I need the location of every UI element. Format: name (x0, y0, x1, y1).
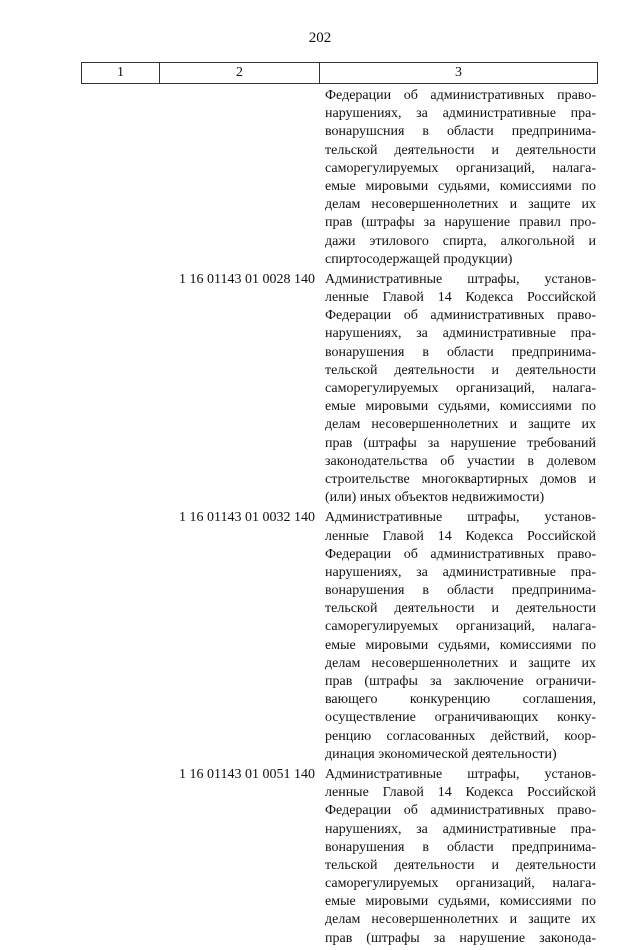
description-line: Административные штрафы, установ- (325, 766, 596, 782)
table-row (81, 766, 598, 948)
description-line: Федерации об административных право- (325, 546, 596, 562)
table-header-row (81, 62, 598, 84)
header-col-1: 1 (82, 63, 160, 83)
description-line: вонарушения в области предпринима- (325, 583, 596, 599)
description-line: нарушениях, за административные пра- (325, 326, 596, 342)
description-line: вонарушсния в области предпринима- (325, 124, 596, 140)
description-line: законодательства об участии в долевом (325, 453, 596, 469)
description-line: тельской деятельности и деятельности (325, 142, 596, 158)
table-row (81, 509, 598, 764)
description-line: нарушениях, за административные пра- (325, 821, 596, 837)
description-line: дажи этилового спирта, алкогольной и (325, 233, 596, 249)
description-line: вонарушения в области предпринима- (325, 839, 596, 855)
page-number: 202 (308, 30, 332, 46)
description-line: Административные штрафы, установ- (325, 271, 596, 287)
description-line: ленные Главой 14 Кодекса Российской (325, 528, 596, 544)
description-line: делам несовершеннолетних и защите их (325, 417, 596, 433)
description-line: емые мировыми судьями, комиссиями по (325, 178, 596, 194)
description-line: спиртосодержащей продукции) (325, 251, 513, 267)
table-row (81, 87, 598, 269)
description-line: прав (штрафы за нарушение правил про- (325, 215, 596, 231)
header-col-3: 3 (455, 65, 462, 80)
description-line: делам несовершеннолетних и защите их (325, 197, 596, 213)
description-line: саморегулируемых организаций, налага- (325, 619, 596, 635)
description-line: строительстве многоквартирных домов и (325, 471, 596, 487)
description-line: Административные штрафы, установ- (325, 510, 596, 526)
description-line: Федерации об административных право- (325, 308, 596, 324)
description-line: нарушениях, за административные пра- (325, 564, 596, 580)
header-col-2: 2 (160, 63, 320, 83)
description-line: нарушениях, за административные пра- (325, 106, 596, 122)
description-line: тельской деятельности и деятельности (325, 857, 596, 873)
row-description (325, 87, 596, 269)
description-line: прав (штрафы за заключение ограничи- (325, 674, 596, 689)
description-line: саморегулируемых организаций, налага- (325, 381, 596, 396)
row-description (325, 271, 596, 507)
description-line: емые мировыми судьями, комиссиями по (325, 637, 596, 653)
description-line: емые мировыми судьями, комиссиями по (325, 894, 596, 910)
description-line: вонарушения в области предпринима- (325, 344, 596, 360)
description-line: вающего конкуренцию соглашения, (325, 692, 596, 708)
table-body (81, 87, 598, 950)
description-line: саморегулируемых организаций, налага- (325, 160, 596, 176)
description-line: ленные Главой 14 Кодекса Российской (325, 785, 596, 801)
row-code: 1 16 01143 01 0051 140 (179, 766, 315, 782)
table-row (81, 271, 598, 507)
description-line: Федерации об административных право- (325, 803, 596, 819)
description-line: динация экономической деятельности) (325, 746, 557, 762)
row-description (325, 766, 596, 948)
description-line: делам несовершеннолетних и защите их (325, 655, 596, 671)
description-line: (или) иных объектов недвижимости) (325, 490, 545, 506)
description-line: прав (штрафы за нарушение законода- (325, 930, 596, 946)
description-line: осуществление ограничивающих конку- (325, 710, 596, 726)
description-line: Федерации об административных право- (325, 88, 596, 103)
description-line: ренцию согласованных действий, коор- (325, 728, 596, 744)
row-code: 1 16 01143 01 0028 140 (179, 271, 315, 287)
description-line: емые мировыми судьями, комиссиями по (325, 399, 596, 415)
row-description (325, 509, 596, 764)
description-line: прав (штрафы за нарушение требований (325, 435, 596, 451)
description-line: делам несовершеннолетних и защите их (325, 912, 596, 928)
description-line: тельской деятельности и деятельности (325, 601, 596, 617)
row-code (81, 87, 319, 269)
description-line: тельской деятельности и деятельности (325, 362, 596, 378)
description-line: саморегулируемых организаций, налага- (325, 876, 596, 892)
row-code: 1 16 01143 01 0032 140 (179, 510, 315, 526)
description-line: ленные Главой 14 Кодекса Российской (325, 290, 596, 306)
